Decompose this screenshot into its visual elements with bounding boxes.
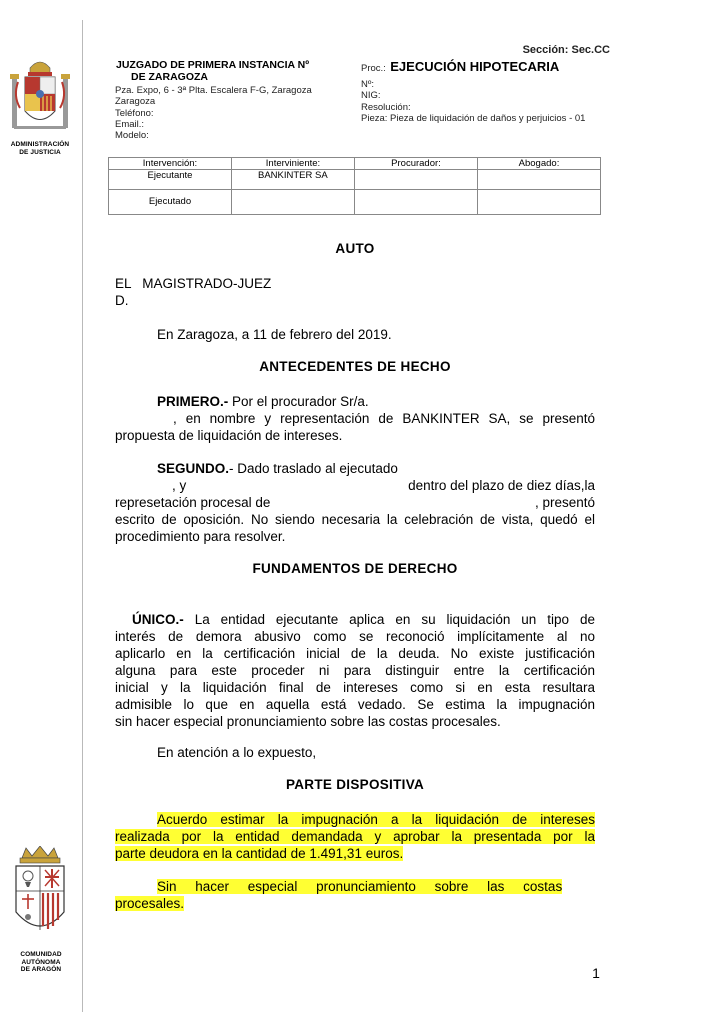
num-label: Nº: [361, 79, 374, 90]
second-text-line5: procedimiento para resolver. [115, 529, 286, 544]
unique-text-line2: interés de demora abusivo como se reconoció implícitamente al no [115, 629, 595, 644]
table-header: Intervención: [109, 158, 232, 170]
unique-text-line4: alguna para este proceder ni para distinguir entre la certificación [115, 663, 595, 678]
justice-caption-line1: ADMINISTRACIÓN [10, 141, 70, 148]
table-cell: Ejecutado [109, 190, 232, 215]
court-name-line1: JUZGADO DE PRIMERA INSTANCIA Nº [116, 59, 310, 71]
dispositive-heading: PARTE DISPOSITIVA [285, 777, 425, 792]
attention-text: En atención a lo expuesto, [157, 745, 317, 760]
nig-label: NIG: [361, 90, 381, 102]
first-text-line3: propuesta de liquidación de intereses. [115, 428, 343, 443]
email-label: Email.: [115, 118, 145, 130]
proc-label: Proc.: [361, 63, 386, 74]
phone-label: Teléfono: [115, 107, 154, 119]
facts-heading: ANTECEDENTES DE HECHO [259, 359, 451, 374]
court-name-line2: DE ZARAGOZA [131, 71, 208, 83]
first-label: PRIMERO.- [157, 394, 229, 409]
ruling-line1: Acuerdo estimar la impugnación a la liquidación de intereses [157, 812, 595, 827]
aragon-coat-of-arms-icon [8, 846, 72, 946]
section-label: Sección: Sec.CC [522, 44, 610, 56]
second-text-line3a: represetación procesal de [115, 495, 271, 510]
unique-label: ÚNICO.- [132, 612, 184, 627]
parties-table [108, 157, 601, 215]
second-text-line4: escrito de oposición. No siendo necesaria la celebración de vista, quedó el [115, 512, 595, 527]
second-text-line2a: , y [172, 478, 187, 493]
resolution-label: Resolución: [361, 101, 411, 113]
table-header: Procurador: [355, 158, 478, 170]
judge-name: D. [115, 293, 129, 308]
margin-line [82, 20, 83, 1012]
model-label: Modelo: [115, 130, 149, 142]
table-cell [355, 190, 478, 215]
court-city: Zaragoza [115, 96, 156, 108]
ruling-line3: parte deudora en la cantidad de 1.491,31 euros. [115, 846, 404, 861]
costs-line2: procesales. [115, 896, 185, 911]
table-cell [355, 170, 478, 190]
second-text-line2b: dentro del plazo de diez días,la [408, 478, 595, 493]
unique-text-line5: inicial y la liquidación final de intereses como si en esta resultara [115, 680, 595, 695]
second-text-line3b: , presentó [534, 495, 595, 510]
unique-text-line3: aplicarlo en la certificación inicial de la deuda. No existe justificación [115, 646, 595, 661]
table-cell [232, 190, 355, 215]
table-header: Abogado: [478, 158, 601, 170]
judge-title: EL MAGISTRADO-JUEZ [115, 276, 272, 291]
piece-label: Pieza: Pieza de liquidación de daños y perjuicios - 01 [361, 112, 586, 124]
document-title: AUTO [335, 241, 375, 256]
unique-text-line7: sin hacer especial pronunciamiento sobre las costas procesales. [115, 714, 501, 729]
second-text-line1: - Dado traslado al ejecutado [229, 461, 398, 476]
justice-coat-of-arms-icon [8, 56, 72, 138]
proc-type: EJECUCIÓN HIPOTECARIA [390, 59, 560, 74]
costs-line1: Sin hacer especial pronunciamiento sobre las costas [157, 879, 563, 894]
table-cell: Ejecutante [109, 170, 232, 190]
table-cell [478, 190, 601, 215]
unique-text-line6: admisible lo que en aquella está vedado. Se estima la impugnación [115, 697, 595, 712]
ruling-line2: realizada por la entidad demandada y aprobar la presentada por la [115, 829, 595, 844]
law-heading: FUNDAMENTOS DE DERECHO [252, 561, 458, 576]
table-cell [478, 170, 601, 190]
court-address: Pza. Expo, 6 - 3ª Plta. Escalera F-G, Zaragoza [115, 85, 312, 96]
justice-caption-line2: DE JUSTICIA [19, 148, 61, 156]
second-label: SEGUNDO. [157, 461, 230, 476]
page-number: 1 [592, 965, 600, 981]
aragon-caption-line1: COMUNIDAD AUTÓNOMA [20, 951, 62, 966]
first-text-line2: , en nombre y representación de BANKINTER SA, se presentó [173, 411, 595, 426]
first-text-line1: Por el procurador Sr/a. [228, 394, 369, 409]
place-date: En Zaragoza, a 11 de febrero del 2019. [157, 327, 392, 342]
aragon-caption-line2: DE ARAGÓN [20, 966, 62, 973]
unique-text-line1: La entidad ejecutante aplica en su liquidación un tipo de [183, 612, 595, 627]
table-header: Interviniente: [232, 158, 355, 170]
table-cell: BANKINTER SA [232, 170, 355, 190]
